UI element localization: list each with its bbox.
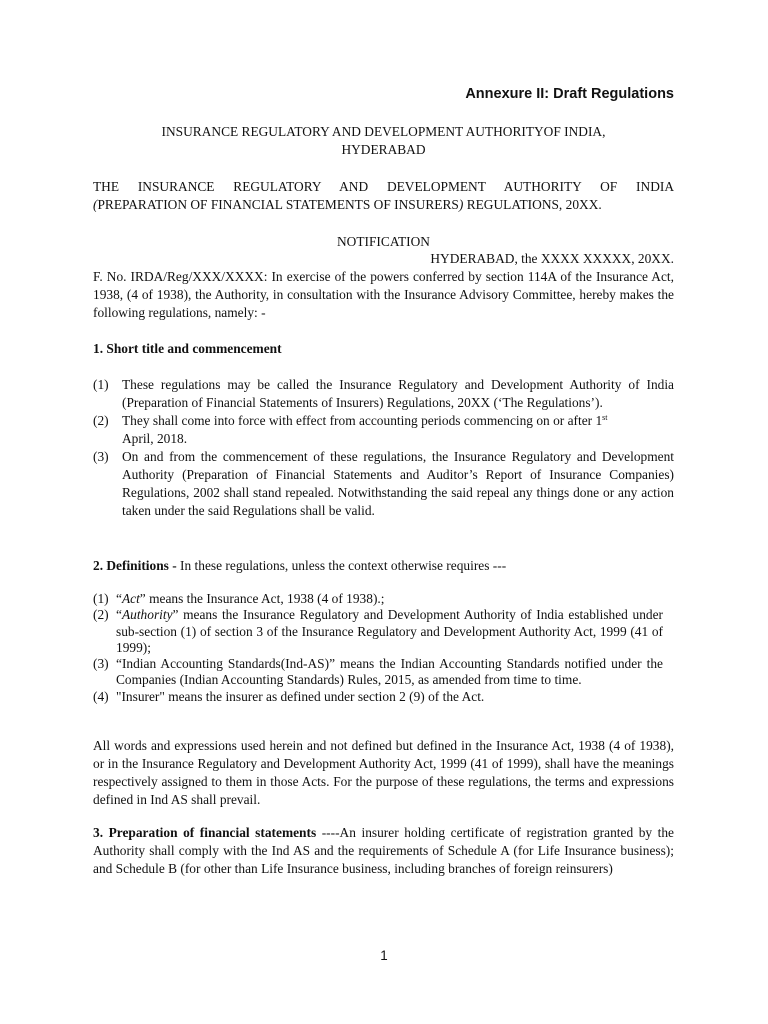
preamble: F. No. IRDA/Reg/XXX/XXXX: In exercise of the powers conferred by section 114A of the Insurance Act, 1938, (4 of 1938), the Authority, in consultation with the Insurance Advisory Committee, hereby makes the following regulations, namely: - xyxy=(93,269,674,320)
item-text: ” means the Insurance Regulatory and Development Authority of India established under sub-section (1) of section 3 of the Insurance Regulatory and Development Authority Act, 1999 (41 of 1999); xyxy=(116,607,663,655)
item-text: "Insurer" means the insurer as defined under section 2 (9) of the Act. xyxy=(116,688,485,704)
section-3 xyxy=(93,824,674,878)
item-number: (3) xyxy=(93,449,109,464)
section-2-intro: In these regulations, unless the context otherwise requires --- xyxy=(180,558,507,573)
list-item xyxy=(93,412,674,448)
item-text: On and from the commencement of these regulations, the Insurance Regulatory and Development Authority (Preparation of Financial Statements and Auditor’s Report of Insurance Companies) Regulations, 2002 shall stand repealed. Notwithstanding the said repeal any things done or any action taken under the said Regulations shall be valid. xyxy=(122,449,674,518)
regulation-title-mid: PREPARATION OF FINANCIAL STATEMENTS OF INSURERS xyxy=(97,197,459,212)
regulation-title-close-paren: ) xyxy=(458,197,464,212)
list-item xyxy=(93,689,663,705)
item-number: (2) xyxy=(93,607,109,623)
regulation-title-line-1: THE INSURANCE REGULATORY AND DEVELOPMENT AUTHORITY OF INDIA xyxy=(93,179,674,194)
regulation-title-open-paren: ( xyxy=(93,197,98,212)
regulation-title-line-2 xyxy=(93,196,674,214)
regulation-title-end: REGULATIONS, 20XX. xyxy=(463,197,602,212)
notification-heading: NOTIFICATION xyxy=(337,234,430,249)
definitions-list xyxy=(93,591,663,705)
item-number: (4) xyxy=(93,688,109,704)
section-2-heading: 2. Definitions - xyxy=(93,558,181,573)
section-2-heading-line xyxy=(93,557,674,575)
list-item xyxy=(93,656,663,689)
authority-line-2: HYDERABAD xyxy=(341,142,426,157)
list-item xyxy=(93,376,674,412)
authority-heading xyxy=(93,123,674,159)
item-number: (1) xyxy=(93,591,109,606)
item-text-cont: April, 2018. xyxy=(122,431,188,446)
definitions-closing: All words and expressions used herein and not defined but defined in the Insurance Act, 1938 (4 of 1938), or in the Insurance Regulatory and Development Authority Act, 1999 (41 of 1999), shall have the meanings respectively assigned to them in those Acts. For the purpose of these regulations, the terms and expressions defined in Ind AS shall prevail. xyxy=(93,738,674,807)
item-number: (3) xyxy=(93,656,109,672)
section-1-list xyxy=(93,376,674,520)
list-item: (1) “Act” means the Insurance Act, 1938 (4 of 1938).; xyxy=(93,591,385,606)
defined-term: Act xyxy=(121,591,140,606)
place-date: HYDERABAD, the XXXX XXXXX, 20XX. xyxy=(430,251,674,266)
item-text: “Indian Accounting Standards(Ind-AS)” means the Indian Accounting Standards notified under the Companies (Indian Accounting Standards) Rules, 2015, as amended from time to time. xyxy=(116,656,663,688)
defined-term: Authority xyxy=(121,607,173,623)
list-item: (2) “Authority” means the Insurance Regulatory and Development Authority of India established under sub-section (1) of section 3 of the Insurance Regulatory and Development Authority Act, 1999 (41 of 1999); xyxy=(93,607,663,655)
regulation-title xyxy=(93,178,674,214)
section-3-text: ----An insurer holding certificate of registration granted by the Authority shall comply with the Ind AS and the requirements of Schedule A (for Life Insurance business); and Schedule B (for other than Life Insurance business, including branches of foreign reinsurers) xyxy=(93,825,674,876)
item-text: They shall come into force with effect from accounting periods commencing on or after 1 xyxy=(122,413,603,428)
authority-line-1: INSURANCE REGULATORY AND DEVELOPMENT AUTHORITYOF INDIA, xyxy=(161,124,606,139)
list-item xyxy=(93,448,674,520)
annexure-title: Annexure II: Draft Regulations xyxy=(465,86,674,102)
section-3-heading: 3. Preparation of financial statements xyxy=(93,825,317,840)
section-1-heading: 1. Short title and commencement xyxy=(93,341,282,356)
ordinal-suffix: st xyxy=(602,413,608,422)
item-text: These regulations may be called the Insurance Regulatory and Development Authority of India (Preparation of Financial Statements of Insurers) Regulations, 20XX (‘The Regulations’). xyxy=(122,377,674,410)
item-number: (2) xyxy=(93,413,109,428)
page-number: 1 xyxy=(380,948,388,963)
item-text: ” means the Insurance Act, 1938 (4 of 1938).; xyxy=(139,591,385,606)
item-number: (1) xyxy=(93,377,109,392)
